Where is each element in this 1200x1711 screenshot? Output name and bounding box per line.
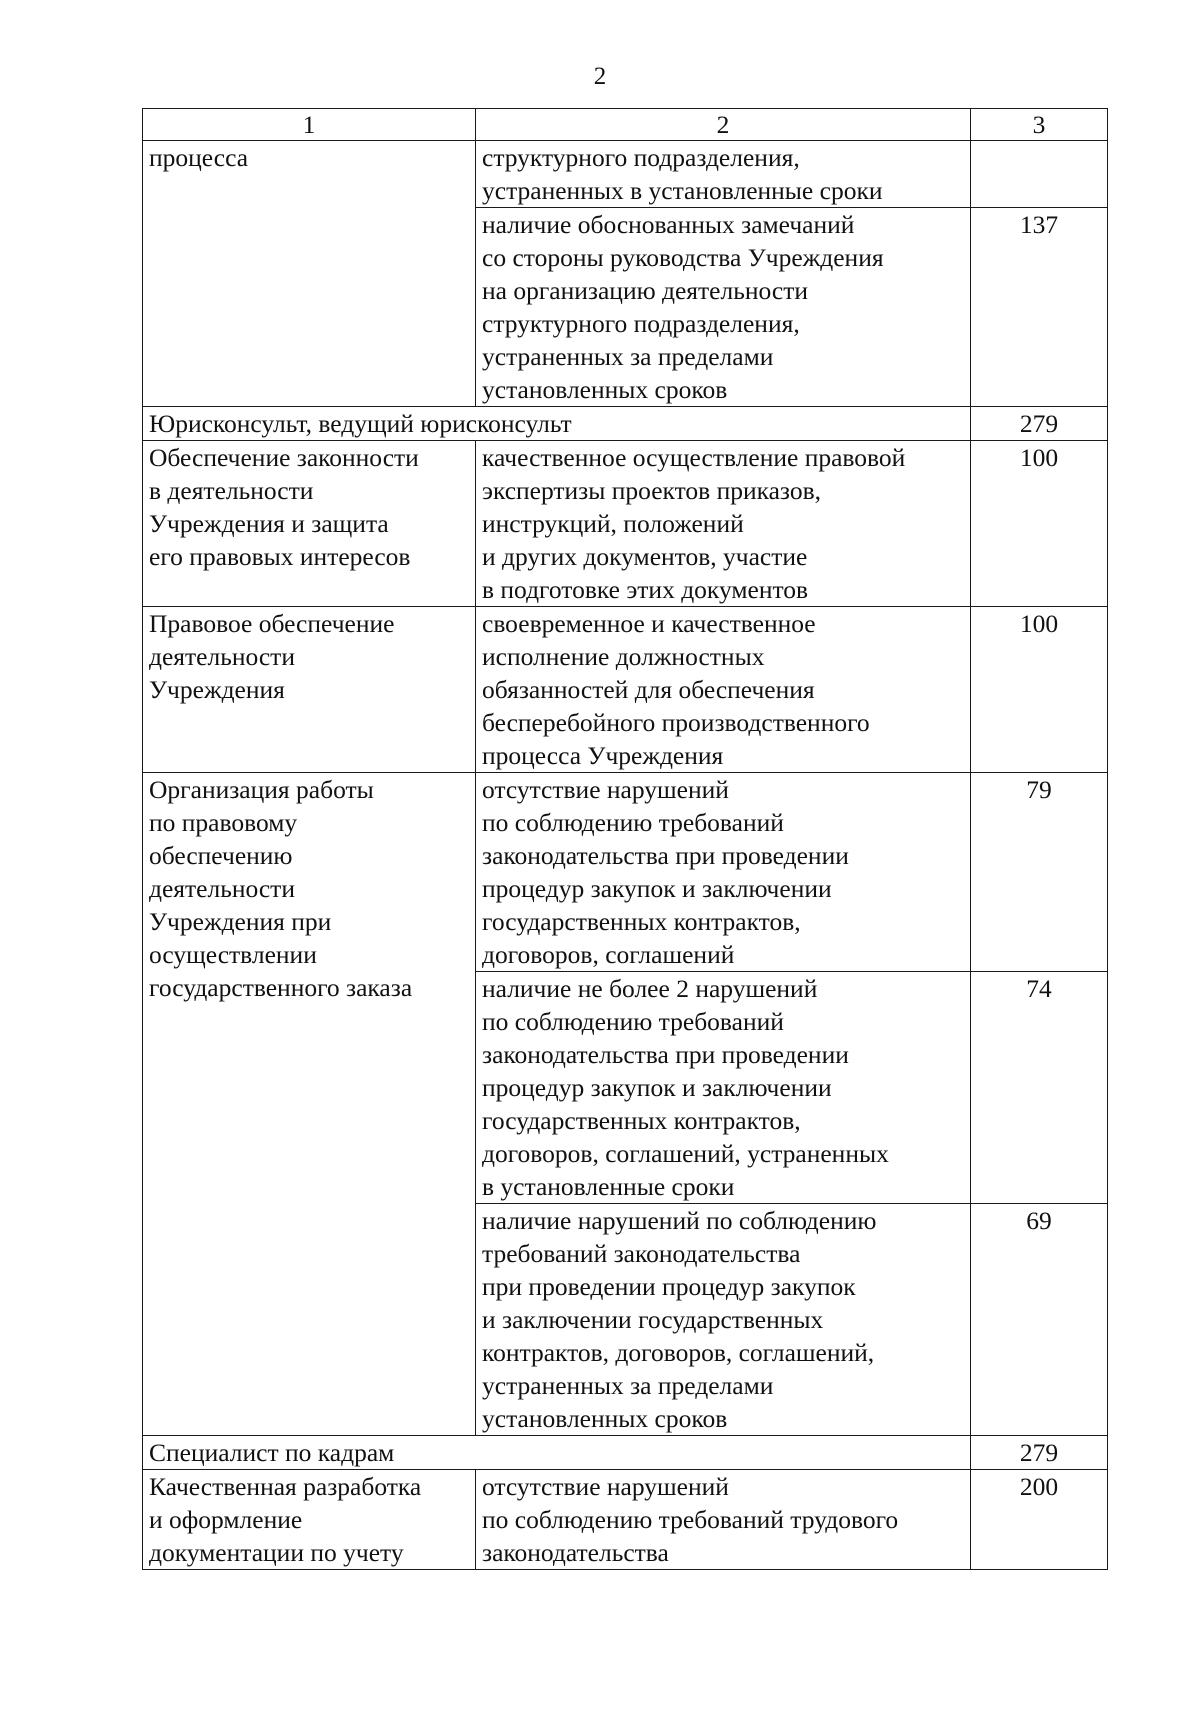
function-cell: Обеспечение законности в деятельности Учреждения и защита его правовых интересов xyxy=(143,441,476,607)
section-total: 279 xyxy=(971,1436,1108,1470)
criterion-cell: отсутствие нарушений по соблюдению требований трудового законодательства xyxy=(476,1470,971,1570)
section-row xyxy=(143,407,1108,441)
table-row xyxy=(143,141,1108,208)
function-cell: Качественная разработка и оформление документации по учету xyxy=(143,1470,476,1570)
table-row xyxy=(143,773,1108,972)
criterion-cell: наличие не более 2 нарушений по соблюдению требований законодательства при проведении процедур закупок и заключении государственных контрактов, договоров, соглашений, устраненных в установленные сроки xyxy=(476,972,971,1204)
section-title: Юрисконсульт, ведущий юрисконсульт xyxy=(143,407,971,441)
points-cell: 137 xyxy=(971,208,1108,407)
section-title: Специалист по кадрам xyxy=(143,1436,971,1470)
points-cell: 200 xyxy=(971,1470,1108,1570)
page-number: 2 xyxy=(593,63,607,90)
header-col-3: 3 xyxy=(971,109,1108,141)
points-cell: 79 xyxy=(971,773,1108,972)
criterion-cell: структурного подразделения, устраненных в установленные сроки xyxy=(476,141,971,208)
function-cell: Правовое обеспечение деятельности Учреждения xyxy=(143,607,476,773)
criteria-table xyxy=(142,108,1108,1570)
points-cell: 100 xyxy=(971,441,1108,607)
header-col-1: 1 xyxy=(143,109,476,141)
criterion-cell: наличие нарушений по соблюдению требований законодательства при проведении процедур закупок и заключении государственных контрактов, договоров, соглашений, устраненных за пределами установленных сроков xyxy=(476,1204,971,1436)
function-cell: процесса xyxy=(143,141,476,407)
section-row xyxy=(143,1436,1108,1470)
table-row xyxy=(143,441,1108,607)
points-cell: 69 xyxy=(971,1204,1108,1436)
table-row xyxy=(143,607,1108,773)
function-cell: Организация работы по правовому обеспечению деятельности Учреждения при осуществлении государственного заказа xyxy=(143,773,476,1436)
points-cell: 74 xyxy=(971,972,1108,1204)
table-header-row xyxy=(143,109,1108,141)
criterion-cell: наличие обоснованных замечаний со стороны руководства Учреждения на организацию деятельности структурного подразделения, устраненных за пределами установленных сроков xyxy=(476,208,971,407)
header-col-2: 2 xyxy=(476,109,971,141)
points-cell: 100 xyxy=(971,607,1108,773)
points-cell xyxy=(971,141,1108,208)
table-row xyxy=(143,1470,1108,1570)
criterion-cell: своевременное и качественное исполнение должностных обязанностей для обеспечения бесперебойного производственного процесса Учреждения xyxy=(476,607,971,773)
criterion-cell: отсутствие нарушений по соблюдению требований законодательства при проведении процедур закупок и заключении государственных контрактов, договоров, соглашений xyxy=(476,773,971,972)
criterion-cell: качественное осуществление правовой экспертизы проектов приказов, инструкций, положений и других документов, участие в подготовке этих документов xyxy=(476,441,971,607)
section-total: 279 xyxy=(971,407,1108,441)
